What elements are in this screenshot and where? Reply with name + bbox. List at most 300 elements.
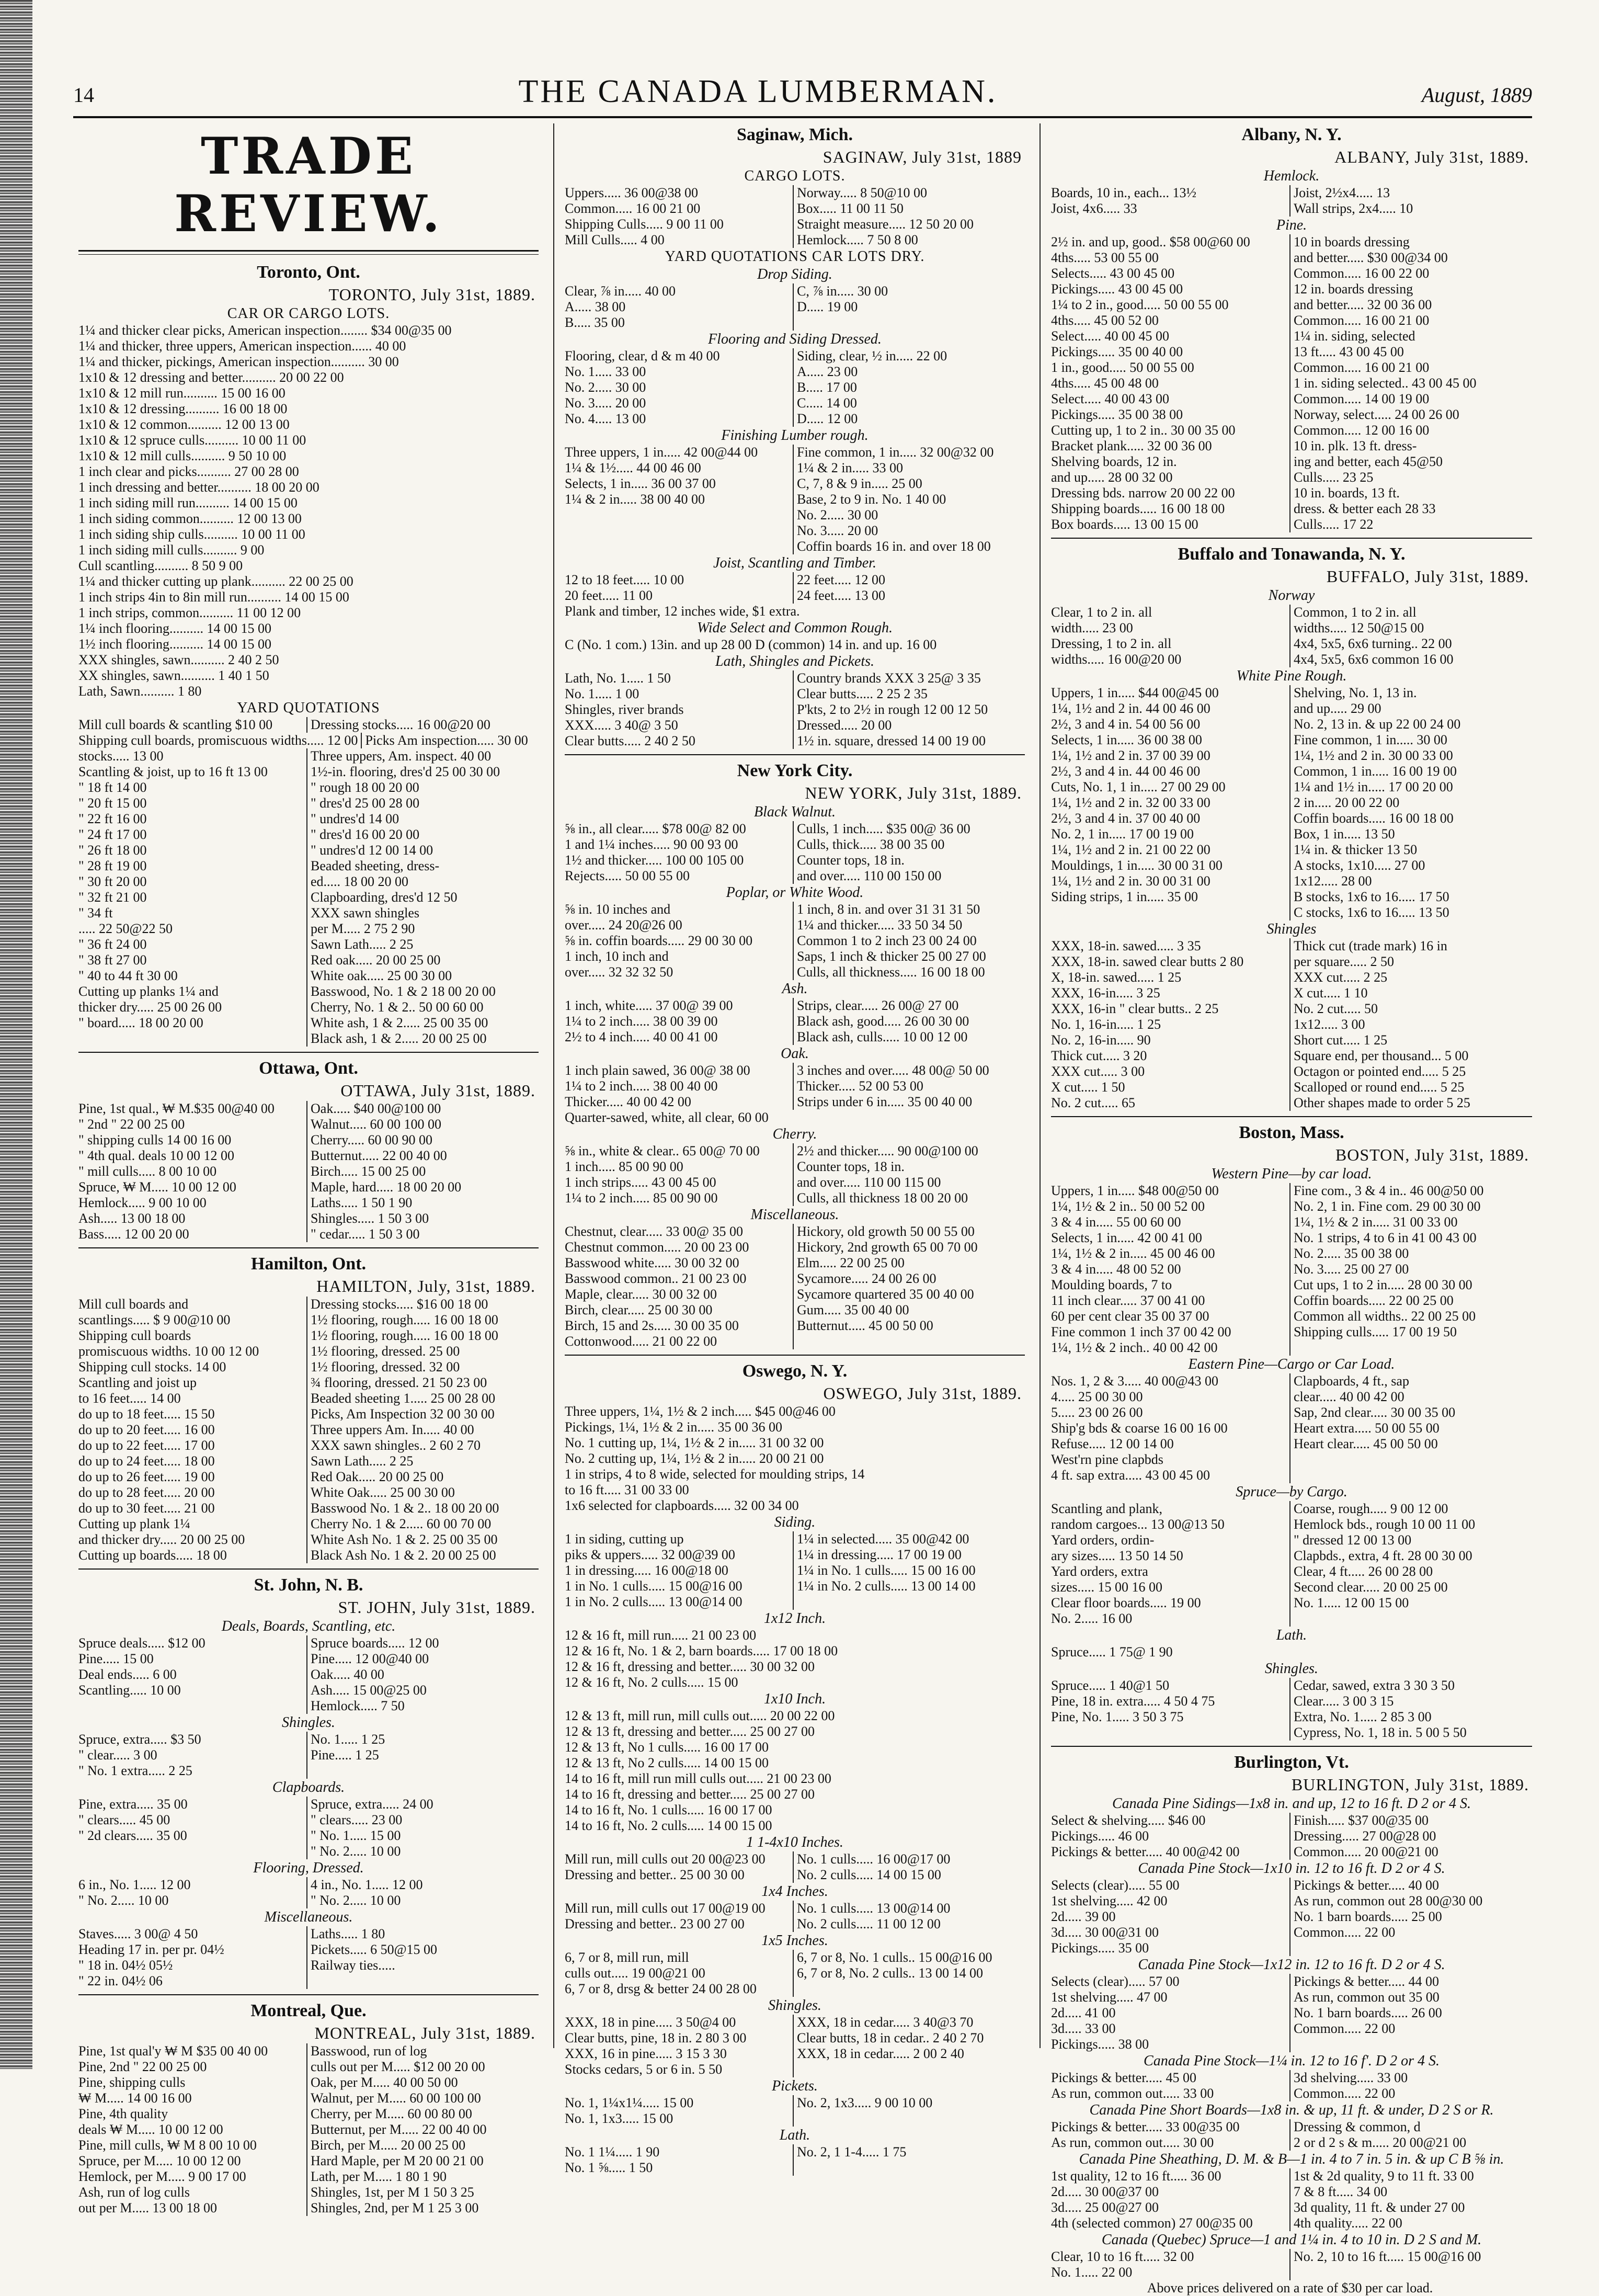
price-cell: Fine common 1 inch 37 00 42 00 bbox=[1051, 1324, 1231, 1339]
price-cell: Other shapes made to order 5 25 bbox=[1289, 1095, 1532, 1111]
price-cell: Common..... 16 00 22 00 bbox=[1289, 266, 1532, 281]
price-cell: XXX, 18-in. sawed..... 3 35 bbox=[1051, 938, 1201, 953]
price-cell: ed..... 18 00 20 00 bbox=[306, 874, 539, 890]
price-cell: " 32 ft 21 00 bbox=[78, 890, 147, 905]
price-cell: Three uppers Am. In..... 40 00 bbox=[306, 1422, 539, 1438]
price-row bbox=[1051, 1324, 1532, 1340]
price-cell: No. 2..... 30 00 bbox=[565, 380, 646, 395]
price-cell: Heart extra..... 50 00 55 00 bbox=[1289, 1420, 1532, 1436]
price-row bbox=[1051, 873, 1532, 889]
price-row bbox=[565, 733, 1025, 749]
price-cell: XXX, 18 in cedar..... 2 00 2 40 bbox=[793, 2046, 1025, 2062]
price-cell: Common 1 to 2 inch 23 00 24 00 bbox=[793, 933, 1025, 949]
price-cell: " dres'd 25 00 28 00 bbox=[306, 795, 539, 811]
price-cell: to 16 ft..... 31 00 33 00 bbox=[565, 1482, 689, 1497]
price-row bbox=[565, 837, 1025, 853]
price-cell: Basswood No. 1 & 2.. 18 00 20 00 bbox=[306, 1501, 539, 1516]
price-cell: " 18 ft 14 00 bbox=[78, 780, 147, 795]
price-cell: 1¼, 1½ and 2 in. 30 00 31 00 bbox=[1051, 873, 1210, 889]
price-row bbox=[565, 1419, 1025, 1435]
price-row bbox=[78, 1453, 539, 1469]
price-row bbox=[565, 232, 1025, 248]
price-cell: " clear..... 3 00 bbox=[78, 1747, 157, 1763]
price-cell: Saps, 1 inch & thicker 25 00 27 00 bbox=[793, 949, 1025, 964]
price-cell: Butternut..... 45 00 50 00 bbox=[793, 1318, 1025, 1334]
price-cell: Plank and timber, 12 inches wide, $1 extra. bbox=[565, 604, 800, 619]
price-cell bbox=[565, 507, 793, 523]
price-row bbox=[565, 2062, 1025, 2077]
price-row bbox=[1051, 1389, 1532, 1405]
price-cell: XXX, 18 in cedar..... 3 40@3 70 bbox=[793, 2015, 1025, 2030]
price-cell: Yard orders, extra bbox=[1051, 1564, 1148, 1579]
section-rule bbox=[78, 1052, 539, 1053]
price-cell: D..... 12 00 bbox=[793, 411, 1025, 427]
price-cell: Mill Culls..... 4 00 bbox=[565, 232, 665, 247]
price-subhead: Cherry. bbox=[772, 1126, 817, 1142]
price-cell: culls out..... 19 00@21 00 bbox=[565, 1965, 705, 1981]
price-cell: 1¼ to 2 in., good..... 50 00 55 00 bbox=[1051, 297, 1229, 312]
price-cell: " 2d clears..... 35 00 bbox=[78, 1828, 187, 1843]
price-cell: 2½ and thicker..... 90 00@100 00 bbox=[793, 1143, 1025, 1159]
price-cell: Dressing and better.. 23 00 27 00 bbox=[565, 1916, 745, 1931]
price-cell: 1 in., good..... 50 00 55 00 bbox=[1051, 360, 1194, 375]
price-cell: No. 1 barn boards..... 25 00 bbox=[1289, 1909, 1532, 1925]
price-cell: 1¼ to 2 inch..... 85 00 90 00 bbox=[565, 1190, 718, 1206]
price-subhead: Hemlock. bbox=[1263, 168, 1320, 184]
price-row bbox=[78, 1031, 539, 1047]
price-cell: 1¼ in. siding, selected bbox=[1289, 328, 1532, 344]
price-cell: 2½, 3 and 4 in. 37 00 40 00 bbox=[1051, 811, 1201, 826]
price-row bbox=[1051, 1813, 1532, 1828]
price-cell: Elm..... 22 00 25 00 bbox=[793, 1255, 1025, 1271]
price-cell: Pine..... 15 00 bbox=[78, 1651, 154, 1666]
price-cell: 1¼, 1½ & 2 in..... 45 00 46 00 bbox=[1051, 1246, 1215, 1261]
price-row bbox=[565, 1981, 1025, 1997]
price-cell: No. 1..... 12 00 15 00 bbox=[1289, 1595, 1532, 1611]
price-cell: Norway, select..... 24 00 26 00 bbox=[1289, 407, 1532, 423]
price-cell bbox=[793, 315, 1025, 331]
price-cell: A..... 23 00 bbox=[793, 364, 1025, 380]
price-row bbox=[78, 921, 539, 937]
price-subhead: Flooring and Siding Dressed. bbox=[708, 331, 882, 347]
price-cell: Basswood, No. 1 & 2 18 00 20 00 bbox=[306, 984, 539, 999]
price-row bbox=[1051, 1001, 1532, 1017]
price-cell: 4x4, 5x5, 6x6 common 16 00 bbox=[1289, 652, 1532, 667]
price-row bbox=[78, 1211, 539, 1226]
price-row bbox=[78, 385, 539, 401]
price-row bbox=[1051, 1844, 1532, 1860]
price-row bbox=[1051, 376, 1532, 391]
price-cell: thicker dry..... 25 00 26 00 bbox=[78, 999, 222, 1015]
price-subhead: Clapboards. bbox=[272, 1779, 345, 1795]
price-cell: Black ash, culls..... 10 00 12 00 bbox=[793, 1029, 1025, 1045]
price-cell: Thick cut (trade mark) 16 in bbox=[1289, 938, 1532, 954]
price-row bbox=[1051, 1725, 1532, 1741]
price-cell: Clear butts, 18 in cedar.. 2 40 2 70 bbox=[793, 2030, 1025, 2046]
price-cell: Hemlock..... 9 00 10 00 bbox=[78, 1195, 207, 1210]
price-cell: Pine, 1st qual'y ₩ M $35 00 40 00 bbox=[78, 2043, 268, 2059]
price-cell: Scantling and joist up bbox=[78, 1375, 197, 1390]
price-row bbox=[78, 354, 539, 370]
price-cell: No. 1, 1x3..... 15 00 bbox=[565, 2111, 673, 2126]
price-row bbox=[565, 1916, 1025, 1932]
price-cell: " 24 ft 17 00 bbox=[78, 827, 147, 842]
price-row bbox=[78, 1359, 539, 1375]
price-subhead: 1 1-4x10 Inches. bbox=[746, 1834, 843, 1850]
price-cell bbox=[78, 1844, 306, 1859]
price-row bbox=[78, 433, 539, 448]
price-row bbox=[1051, 1095, 1532, 1111]
market-section bbox=[78, 1994, 539, 2216]
price-cell: Pine..... 12 00@40 00 bbox=[306, 1651, 539, 1667]
price-cell bbox=[78, 1698, 306, 1714]
price-cell bbox=[565, 523, 793, 539]
price-cell: Norway..... 8 50@10 00 bbox=[793, 185, 1025, 201]
price-row bbox=[565, 1094, 1025, 1110]
price-row bbox=[565, 460, 1025, 476]
price-cell: Fine common, 1 in..... 32 00@32 00 bbox=[793, 445, 1025, 460]
price-cell bbox=[1289, 2037, 1532, 2052]
price-cell: " 36 ft 24 00 bbox=[78, 937, 147, 952]
price-cell: Scantling & joist, up to 16 ft 13 00 bbox=[78, 764, 268, 779]
price-row bbox=[1051, 779, 1532, 795]
price-cell: Common..... 14 00 19 00 bbox=[1289, 391, 1532, 407]
price-cell: Strips, clear..... 26 00@ 27 00 bbox=[793, 998, 1025, 1014]
price-row bbox=[78, 1195, 539, 1211]
price-cell: 1¼ and thicker clear picks, American inspection........ $34 00@35 00 bbox=[78, 323, 452, 338]
price-row bbox=[565, 1404, 1025, 1419]
price-cell: D..... 19 00 bbox=[793, 299, 1025, 315]
price-cell: Uppers, 1 in..... $44 00@45 00 bbox=[1051, 685, 1219, 700]
market-dateline: BURLINGTON, July 31st, 1889. bbox=[1291, 1775, 1529, 1794]
price-row bbox=[1051, 1611, 1532, 1627]
price-cell: 2d..... 30 00@37 00 bbox=[1051, 2184, 1159, 2199]
price-cell: 1¼ to 2 inch..... 38 00 39 00 bbox=[565, 1014, 718, 1029]
price-row bbox=[78, 1548, 539, 1563]
price-cell: Pickings & better..... 40 00@42 00 bbox=[1051, 1844, 1240, 1859]
price-row bbox=[1051, 344, 1532, 360]
price-cell: Clear, 4 ft..... 26 00 28 00 bbox=[1289, 1564, 1532, 1579]
price-cell: Pickets..... 6 50@15 00 bbox=[306, 1942, 539, 1958]
price-cell: Spruce..... 1 75@ 1 90 bbox=[1051, 1644, 1173, 1660]
price-cell: Mouldings, 1 in..... 30 00 31 00 bbox=[1051, 858, 1223, 873]
price-cell: Common all widths.. 22 00 25 00 bbox=[1289, 1309, 1532, 1324]
price-row bbox=[1051, 1293, 1532, 1309]
price-cell: 4ths..... 45 00 48 00 bbox=[1051, 376, 1159, 391]
price-cell: Butternut, per M..... 22 00 40 00 bbox=[306, 2122, 539, 2138]
price-cell: " clears..... 23 00 bbox=[306, 1812, 539, 1828]
column-1 bbox=[78, 123, 539, 2215]
price-row bbox=[78, 748, 539, 764]
price-cell: Sawn Lath..... 2 25 bbox=[306, 1453, 539, 1469]
price-row bbox=[1051, 1373, 1532, 1389]
price-row bbox=[78, 1698, 539, 1714]
price-row bbox=[565, 1271, 1025, 1287]
price-row bbox=[1051, 1468, 1532, 1483]
price-cell: 3 inches and over..... 48 00@ 50 00 bbox=[793, 1063, 1025, 1078]
price-cell: random cargoes... 13 00@13 50 bbox=[1051, 1517, 1225, 1532]
price-row bbox=[1051, 2265, 1532, 2280]
price-row bbox=[565, 718, 1025, 733]
price-row bbox=[1051, 620, 1532, 636]
price-row bbox=[565, 1175, 1025, 1190]
column-3 bbox=[1051, 123, 1532, 2295]
price-row bbox=[565, 1643, 1025, 1659]
price-subhead: Miscellaneous. bbox=[264, 1909, 353, 1925]
price-cell: " board..... 18 00 20 00 bbox=[78, 1015, 203, 1030]
price-row bbox=[78, 448, 539, 464]
market-dateline: MONTREAL, July 31st, 1889. bbox=[314, 2024, 535, 2042]
price-row bbox=[565, 364, 1025, 380]
price-row bbox=[1051, 1517, 1532, 1532]
price-row bbox=[565, 572, 1025, 588]
price-cell: Birch, clear..... 25 00 30 00 bbox=[565, 1302, 713, 1317]
price-row bbox=[1051, 1183, 1532, 1199]
price-cell: " No. 2..... 10 00 bbox=[78, 1893, 169, 1908]
price-cell bbox=[1289, 1611, 1532, 1627]
price-cell: Mill run, mill culls out 20 00@23 00 bbox=[565, 1851, 766, 1867]
price-row bbox=[78, 1344, 539, 1359]
price-cell: 6, 7 or 8, mill run, mill bbox=[565, 1950, 689, 1965]
price-row bbox=[1051, 717, 1532, 732]
price-cell: 3 & 4 in..... 55 00 60 00 bbox=[1051, 1214, 1181, 1230]
price-row bbox=[78, 2122, 539, 2138]
price-cell: No. 2, 16-in..... 90 bbox=[1051, 1032, 1151, 1048]
price-row bbox=[565, 1078, 1025, 1094]
price-row bbox=[1051, 1548, 1532, 1564]
price-row bbox=[1051, 281, 1532, 297]
price-row bbox=[78, 795, 539, 811]
price-row bbox=[78, 542, 539, 558]
price-row bbox=[1051, 2280, 1532, 2296]
price-cell: 1 in dressing..... 16 00@18 00 bbox=[565, 1563, 728, 1578]
price-cell: Three uppers, 1¼, 1½ & 2 inch..... $45 00@46 00 bbox=[565, 1404, 836, 1419]
price-cell: do up to 26 feet..... 19 00 bbox=[78, 1469, 215, 1484]
price-cell: Cuts, No. 1, 1 in..... 27 00 29 00 bbox=[1051, 779, 1226, 794]
market-dateline: ALBANY, July 31st, 1889. bbox=[1334, 147, 1529, 166]
price-cell: Dressing bds. narrow 20 00 22 00 bbox=[1051, 485, 1235, 501]
price-cell: Finish..... $37 00@35 00 bbox=[1289, 1813, 1532, 1828]
price-row bbox=[565, 380, 1025, 395]
price-cell: Shingles..... 1 50 3 00 bbox=[306, 1211, 539, 1226]
price-cell: No. 1..... 33 00 bbox=[565, 364, 646, 379]
price-row bbox=[565, 2160, 1025, 2176]
price-cell: No. 1, 16-in..... 1 25 bbox=[1051, 1017, 1161, 1032]
price-cell: " 22 in. 04½ 06 bbox=[78, 1973, 163, 1988]
price-row bbox=[565, 1787, 1025, 1802]
price-cell: Joist, 4x6..... 33 bbox=[1051, 201, 1137, 216]
price-row bbox=[565, 933, 1025, 949]
price-row bbox=[78, 1844, 539, 1859]
price-row bbox=[1051, 1032, 1532, 1048]
price-cell: Pine..... 1 25 bbox=[306, 1747, 539, 1763]
section-rule bbox=[78, 1568, 539, 1570]
price-row bbox=[1051, 1974, 1532, 1990]
price-row bbox=[565, 2030, 1025, 2046]
price-cell: Refuse..... 12 00 14 00 bbox=[1051, 1436, 1174, 1451]
price-cell: 1¼, 1½ & 2 in..... 31 00 33 00 bbox=[1289, 1214, 1532, 1230]
section-rule bbox=[565, 1355, 1025, 1356]
price-row bbox=[565, 1578, 1025, 1594]
price-cell: White Oak..... 25 00 30 00 bbox=[306, 1485, 539, 1501]
price-row bbox=[78, 717, 539, 733]
price-row bbox=[565, 821, 1025, 837]
price-subhead: Finishing Lumber rough. bbox=[721, 427, 869, 444]
price-cell: Select..... 40 00 43 00 bbox=[1051, 391, 1170, 406]
price-cell: Chestnut common..... 20 00 23 00 bbox=[565, 1240, 749, 1255]
price-row bbox=[78, 2106, 539, 2122]
price-subhead: Miscellaneous. bbox=[750, 1207, 839, 1223]
price-subhead: Canada Pine Short Boards—1x8 in. & up, 11 ft. & under, D 2 S or R. bbox=[1089, 2102, 1494, 2118]
price-cell: 1 in strips, 4 to 8 wide, selected for moulding strips, 14 bbox=[565, 1467, 865, 1482]
price-cell: 1x10 & 12 common.......... 12 00 13 00 bbox=[78, 417, 290, 432]
price-row bbox=[1051, 1579, 1532, 1595]
price-row bbox=[565, 1771, 1025, 1787]
price-cell: 1x10 & 12 mill culls.......... 9 50 10 00 bbox=[78, 448, 287, 463]
price-cell: Selects, 1 in..... 36 00 37 00 bbox=[565, 476, 716, 491]
price-cell: No. 2, 13 in. & up 22 00 24 00 bbox=[1289, 717, 1532, 732]
price-row bbox=[78, 843, 539, 858]
price-row bbox=[78, 2059, 539, 2075]
price-cell: Picks, Am Inspection 32 00 30 00 bbox=[306, 1406, 539, 1422]
price-subhead: 1x4 Inches. bbox=[761, 1883, 828, 1900]
price-cell: Birch, 15 and 2s..... 30 00 35 00 bbox=[565, 1318, 739, 1333]
price-cell: do up to 24 feet..... 18 00 bbox=[78, 1453, 215, 1469]
price-cell: 3 & 4 in..... 48 00 52 00 bbox=[1051, 1261, 1181, 1277]
price-row bbox=[565, 702, 1025, 718]
price-row bbox=[78, 2169, 539, 2185]
price-cell: 1 inch..... 85 00 90 00 bbox=[565, 1159, 683, 1174]
price-row bbox=[1051, 701, 1532, 717]
price-cell: 1¼ & 2 in..... 38 00 40 00 bbox=[565, 492, 705, 507]
price-row bbox=[565, 1255, 1025, 1271]
price-cell: " 18 in. 04½ 05½ bbox=[78, 1958, 173, 1973]
price-subhead: Shingles. bbox=[768, 1997, 821, 2014]
market-dateline: BUFFALO, July 31st, 1889. bbox=[1326, 567, 1529, 586]
price-cell: Deal ends..... 6 00 bbox=[78, 1667, 177, 1682]
price-cell: Three uppers, Am. inspect. 40 00 bbox=[306, 748, 539, 764]
price-cell: 2½, 3 and 4 in. 54 00 56 00 bbox=[1051, 717, 1201, 732]
price-cell: 14 to 16 ft, No. 1 culls..... 16 00 17 00 bbox=[565, 1802, 772, 1817]
price-row bbox=[78, 1651, 539, 1667]
price-row bbox=[78, 1179, 539, 1195]
price-cell: Culls, all thickness 18 00 20 00 bbox=[793, 1190, 1025, 1206]
price-cell: No. 2 cut..... 65 bbox=[1051, 1095, 1136, 1110]
price-cell: Clear butts, pine, 18 in. 2 80 3 00 bbox=[565, 2030, 747, 2045]
price-cell: Fine common, 1 in..... 30 00 bbox=[1289, 732, 1532, 748]
price-cell: 1½ flooring, rough..... 16 00 18 00 bbox=[306, 1312, 539, 1328]
price-row bbox=[565, 1547, 1025, 1563]
market-dateline: HAMILTON, July, 31st, 1889. bbox=[316, 1277, 535, 1295]
price-row bbox=[565, 217, 1025, 232]
price-cell: out per M..... 13 00 18 00 bbox=[78, 2200, 218, 2215]
price-cell: Staves..... 3 00@ 4 50 bbox=[78, 1926, 198, 1941]
price-row bbox=[1051, 250, 1532, 266]
price-cell: XXX cut..... 2 25 bbox=[1289, 970, 1532, 985]
masthead bbox=[73, 73, 1532, 115]
price-cell: 1¼ in No. 2 culls..... 13 00 14 00 bbox=[793, 1578, 1025, 1594]
price-cell: No. 1..... 1 00 bbox=[565, 686, 639, 701]
price-cell: Siding strips, 1 in..... 35 00 bbox=[1051, 889, 1198, 904]
price-cell bbox=[306, 1973, 539, 1989]
price-cell: Pickings & better..... 40 00 bbox=[1289, 1878, 1532, 1893]
price-subhead: Black Walnut. bbox=[753, 804, 836, 820]
price-cell: 1¼ & 1½..... 44 00 46 00 bbox=[565, 460, 701, 475]
price-row bbox=[565, 1901, 1025, 1916]
price-cell: per M..... 2 75 2 90 bbox=[306, 921, 539, 937]
price-cell: Sycamore..... 24 00 26 00 bbox=[793, 1271, 1025, 1287]
price-row bbox=[78, 2138, 539, 2153]
price-cell: Clapboards, 4 ft., sap bbox=[1289, 1373, 1532, 1389]
market-dateline: TORONTO, July 31st, 1889. bbox=[328, 285, 535, 304]
market-city: Toronto, Ont. bbox=[257, 263, 360, 282]
price-cell: ing and better, each 45@50 bbox=[1289, 454, 1532, 470]
price-cell: Scantling and plank, bbox=[1051, 1501, 1163, 1516]
price-cell: Pickings, 1¼, 1½ & 2 in..... 35 00 36 00 bbox=[565, 1419, 783, 1435]
price-cell: Clear, 10 to 16 ft..... 32 00 bbox=[1051, 2249, 1194, 2264]
price-row bbox=[78, 401, 539, 417]
price-subhead: Shingles. bbox=[1265, 1661, 1318, 1677]
price-cell: 12 to 18 feet..... 10 00 bbox=[565, 572, 684, 587]
price-cell: Laths..... 1 50 1 90 bbox=[306, 1195, 539, 1211]
price-row bbox=[78, 1391, 539, 1406]
price-cell: Base, 2 to 9 in. No. 1 40 00 bbox=[793, 492, 1025, 507]
price-cell: 3d quality, 11 ft. & under 27 00 bbox=[1289, 2200, 1532, 2215]
price-cell bbox=[1289, 1452, 1532, 1468]
price-row bbox=[1051, 234, 1532, 250]
price-row bbox=[1051, 407, 1532, 423]
price-cell: 12 & 16 ft, No. 2 culls..... 15 00 bbox=[565, 1675, 738, 1690]
price-row bbox=[565, 853, 1025, 868]
price-cell: 1¼, 1½ and 2 in. 37 00 39 00 bbox=[1051, 748, 1210, 763]
price-subhead: YARD QUOTATIONS CAR LOTS DRY. bbox=[665, 248, 925, 265]
price-subhead: CARGO LOTS. bbox=[744, 168, 846, 184]
price-cell: Gum..... 35 00 40 00 bbox=[793, 1302, 1025, 1318]
price-cell: Pickings & better..... 44 00 bbox=[1289, 1974, 1532, 1990]
price-row bbox=[1051, 764, 1532, 779]
price-cell bbox=[1289, 1468, 1532, 1483]
price-row bbox=[1051, 438, 1532, 454]
price-row bbox=[1051, 1693, 1532, 1709]
price-cell: 20 feet..... 11 00 bbox=[565, 588, 653, 603]
price-cell: C stocks, 1x6 to 16..... 13 50 bbox=[1289, 905, 1532, 920]
price-row bbox=[78, 1732, 539, 1747]
price-row bbox=[1051, 905, 1532, 920]
market-section bbox=[78, 1052, 539, 1242]
price-cell: 1¼ and thicker cutting up plank.......... 22 00 25 00 bbox=[78, 574, 353, 589]
price-row bbox=[1051, 795, 1532, 811]
price-cell: XXX, 18 in pine..... 3 50@4 00 bbox=[565, 2015, 736, 2030]
price-cell: Ash..... 13 00 18 00 bbox=[78, 1211, 186, 1226]
price-cell: Coffin boards..... 22 00 25 00 bbox=[1289, 1293, 1532, 1309]
price-cell: Pine, extra..... 35 00 bbox=[78, 1797, 188, 1812]
price-cell: Hickory, old growth 50 00 55 00 bbox=[793, 1224, 1025, 1240]
price-cell: " rough 18 00 20 00 bbox=[306, 780, 539, 795]
price-cell: Sap, 2nd clear..... 30 00 35 00 bbox=[1289, 1405, 1532, 1420]
price-cell: 1x6 selected for clapboards..... 32 00 34 00 bbox=[565, 1498, 799, 1513]
price-cell: 6, 7 or 8, No. 2 culls.. 13 00 14 00 bbox=[793, 1965, 1025, 1981]
price-cell: As run, common out 35 00 bbox=[1289, 1990, 1532, 2005]
market-city: Montreal, Que. bbox=[250, 2001, 367, 2020]
price-cell: 1 inch strips, common.......... 11 00 12 00 bbox=[78, 605, 301, 620]
price-cell: Common..... 22 00 bbox=[1289, 2021, 1532, 2037]
price-cell: 4 ft. sap extra..... 43 00 45 00 bbox=[1051, 1468, 1210, 1483]
price-cell bbox=[306, 1763, 539, 1779]
price-cell: 7 & 8 ft..... 34 00 bbox=[1289, 2184, 1532, 2200]
price-cell: Clear floor boards..... 19 00 bbox=[1051, 1595, 1201, 1610]
price-cell: 1 inch dressing and better.......... 18 00 20 00 bbox=[78, 480, 319, 495]
price-cell: Shingles, river brands bbox=[565, 702, 684, 717]
